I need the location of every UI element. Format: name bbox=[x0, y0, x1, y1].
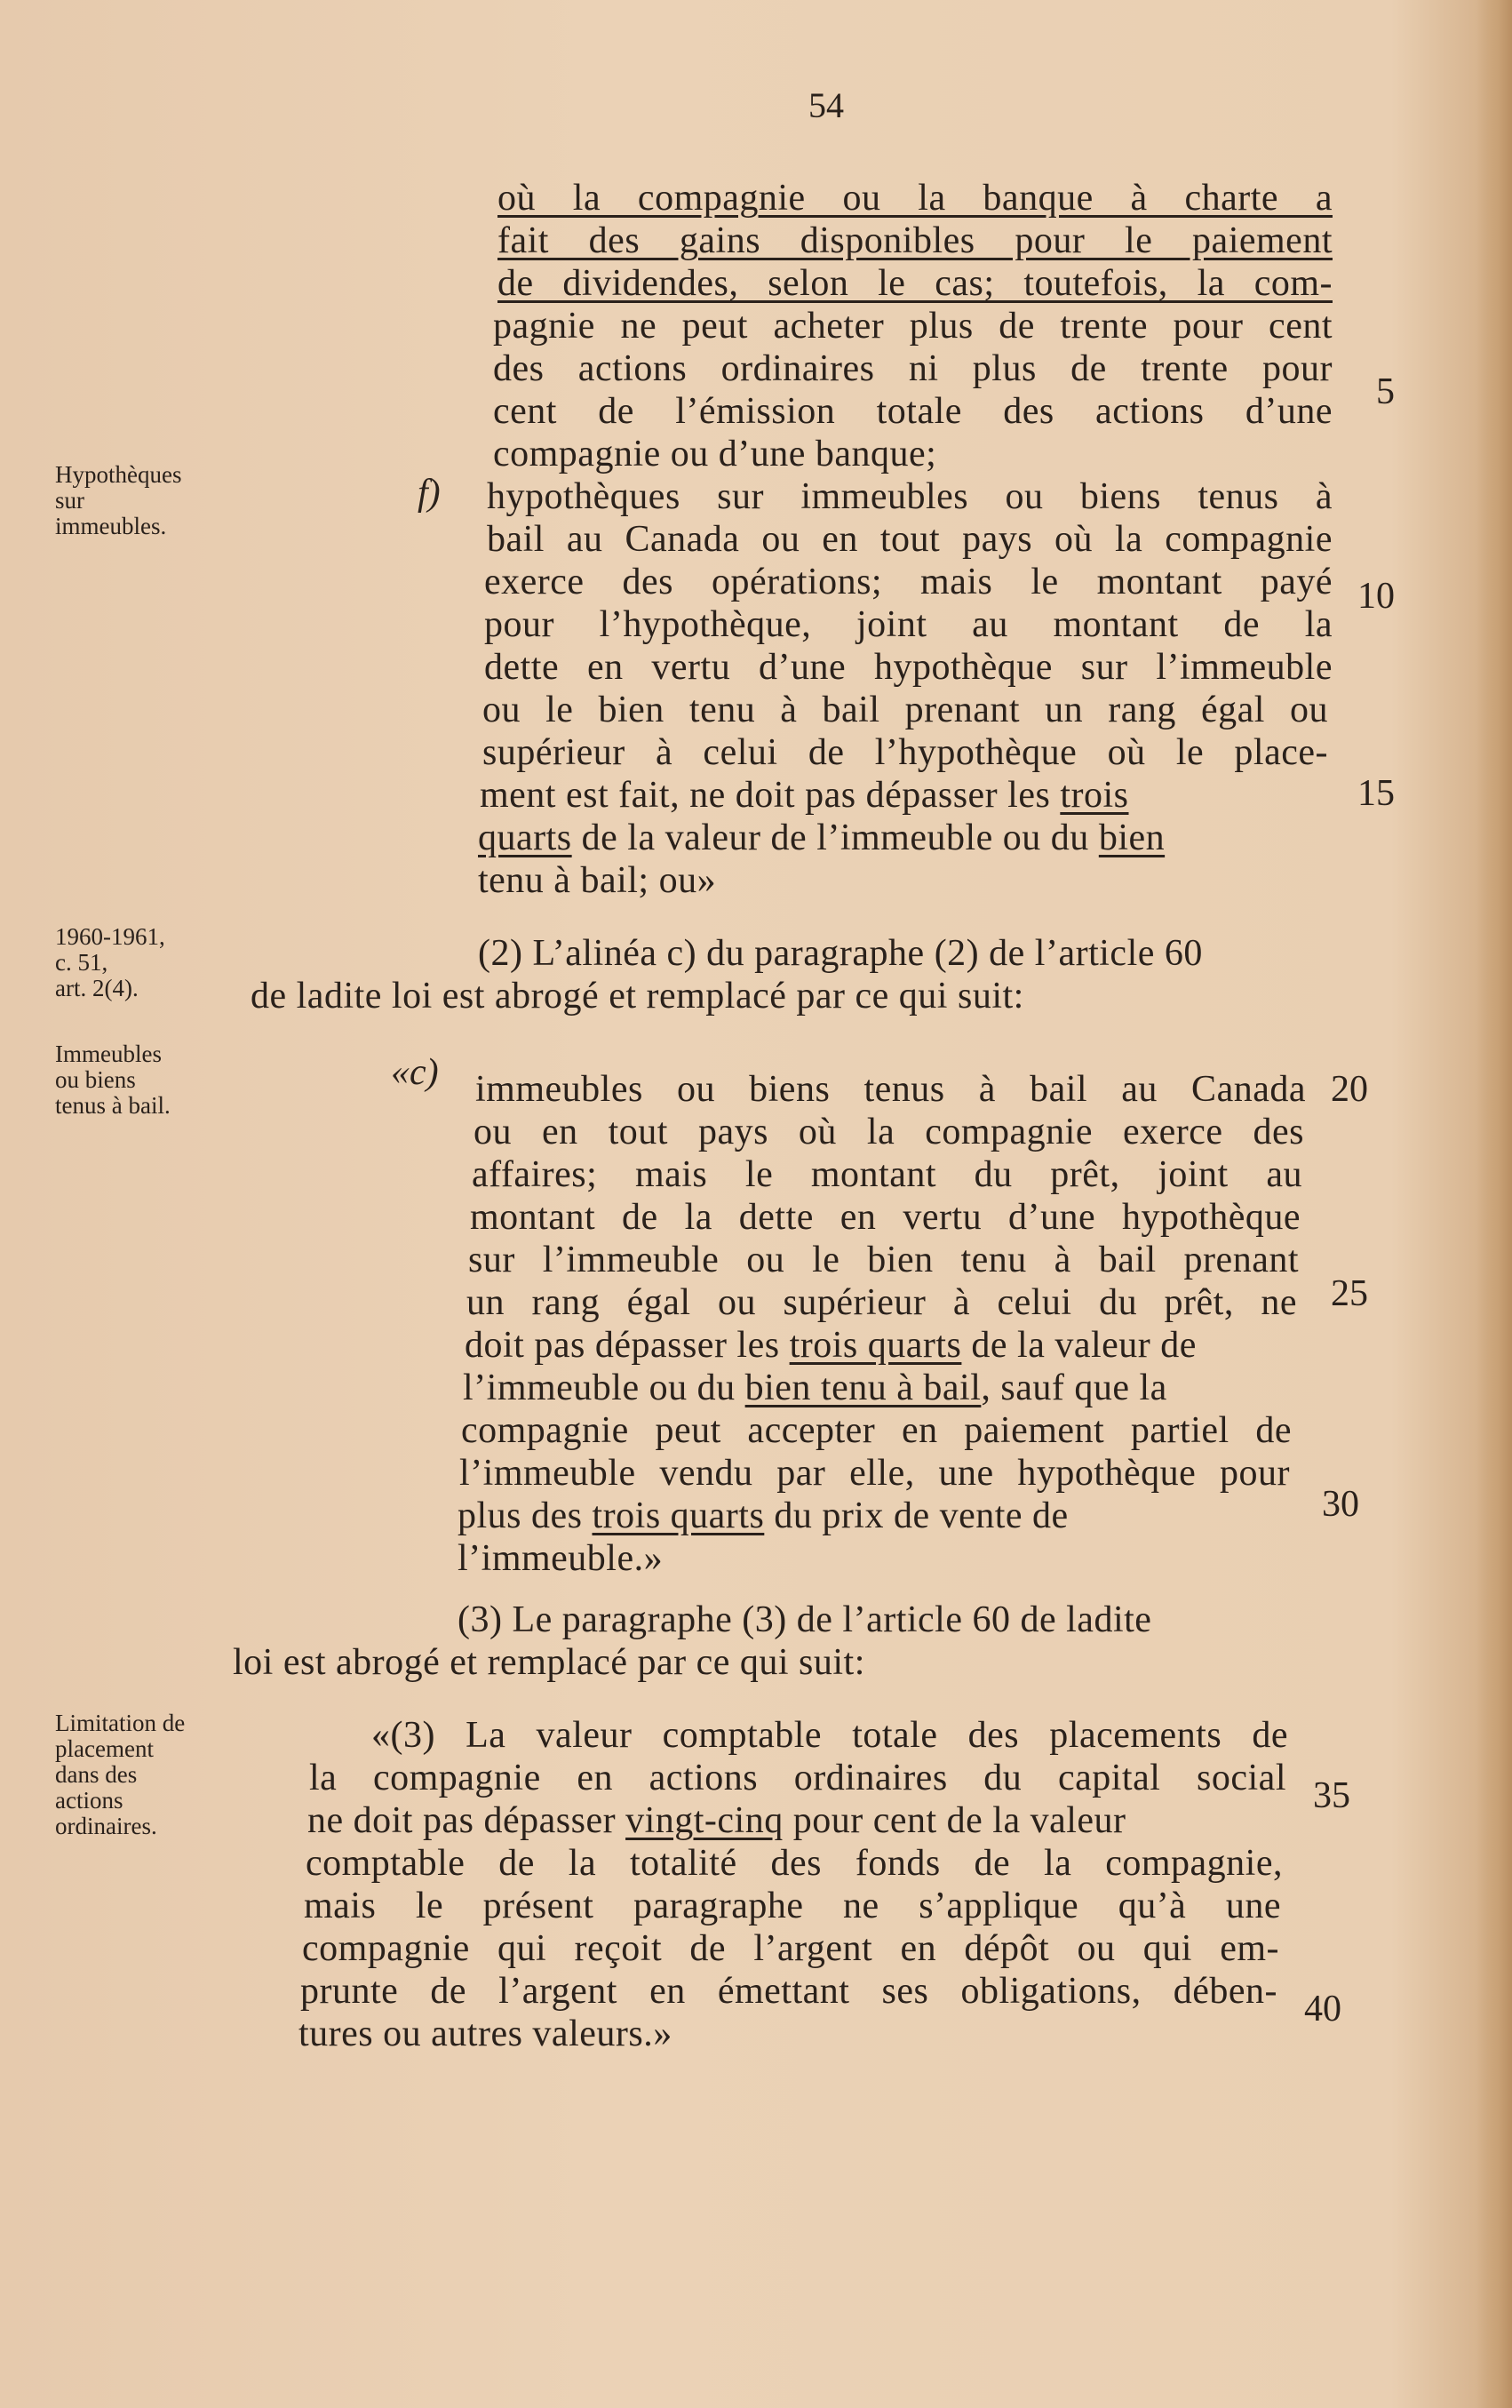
text-line: hypothèques sur immeubles ou biens tenus à bbox=[487, 476, 1333, 517]
underlined-term: bien bbox=[1098, 817, 1166, 858]
text-line: doit pas dépasser les trois quarts de la valeur de bbox=[465, 1325, 1197, 1366]
text-line: l’immeuble.» bbox=[458, 1538, 664, 1579]
text-line: la compagnie en actions ordinaires du capital social bbox=[309, 1758, 1286, 1798]
text-line: dette en vertu d’une hypothèque sur l’immeuble bbox=[484, 647, 1333, 688]
line-number: 10 bbox=[1357, 576, 1395, 617]
section-f-label: f) bbox=[418, 473, 441, 514]
text-line: de ladite loi est abrogé et remplacé par ce qui suit: bbox=[251, 976, 1024, 1017]
text-line: où la compagnie ou la banque à charte a bbox=[497, 178, 1333, 219]
text-line: quarts de la valeur de l’immeuble ou du bien bbox=[478, 817, 1166, 858]
underlined-term: vingt-cinq bbox=[625, 1800, 784, 1841]
text-line: affaires; mais le montant du prêt, joint au bbox=[472, 1154, 1302, 1195]
margin-note-limitation: Limitation de placement dans des actions ordinaires. bbox=[55, 1710, 186, 1839]
text-line: l’immeuble vendu par elle, une hypothèque pour bbox=[459, 1453, 1290, 1494]
text-line: sur l’immeuble ou le bien tenu à bail prenant bbox=[468, 1240, 1299, 1280]
line-number: 35 bbox=[1313, 1775, 1350, 1816]
text-line: compagnie peut accepter en paiement partiel de bbox=[461, 1410, 1292, 1451]
line-number: 15 bbox=[1357, 773, 1395, 814]
text-line: comptable de la totalité des fonds de la compagnie, bbox=[306, 1843, 1283, 1884]
text-line: (3) Le paragraphe (3) de l’article 60 de ladite bbox=[458, 1599, 1152, 1640]
text-line: prunte de l’argent en émettant ses obligations, dében- bbox=[300, 1971, 1277, 2012]
margin-note-hypotheques: Hypothèques sur immeubles. bbox=[55, 461, 182, 539]
line-number: 40 bbox=[1304, 1989, 1341, 2029]
page-edge-shadow bbox=[1476, 0, 1512, 2408]
text-line: tures ou autres valeurs.» bbox=[298, 2013, 672, 2054]
text-line: ment est fait, ne doit pas dépasser les trois bbox=[480, 775, 1129, 816]
text-line: (2) L’alinéa c) du paragraphe (2) de l’article 60 bbox=[478, 933, 1203, 974]
text-line: supérieur à celui de l’hypothèque où le place- bbox=[482, 732, 1328, 773]
underlined-term: trois bbox=[1060, 775, 1129, 816]
text-line: bail au Canada ou en tout pays où la compagnie bbox=[487, 519, 1333, 560]
underlined-term: trois quarts bbox=[789, 1325, 962, 1366]
line-number: 25 bbox=[1331, 1273, 1368, 1314]
text-line: plus des trois quarts du prix de vente de bbox=[458, 1495, 1069, 1536]
underlined-term: quarts bbox=[478, 817, 572, 858]
text-line: loi est abrogé et remplacé par ce qui suit: bbox=[233, 1642, 865, 1683]
text-line: cent de l’émission totale des actions d’une bbox=[493, 391, 1333, 432]
text-line: immeubles ou biens tenus à bail au Canada bbox=[475, 1069, 1306, 1110]
paragraph-2-c-label: «c) bbox=[391, 1052, 439, 1093]
text-line: compagnie qui reçoit de l’argent en dépôt ou qui em- bbox=[302, 1928, 1279, 1969]
line-number: 20 bbox=[1331, 1069, 1368, 1110]
text-line: ou le bien tenu à bail prenant un rang égal ou bbox=[482, 690, 1328, 730]
text-line: de dividendes, selon le cas; toutefois, la com- bbox=[497, 263, 1333, 304]
underlined-term: trois quarts bbox=[592, 1495, 765, 1536]
text-line: «(3) La valeur comptable totale des placements de bbox=[371, 1715, 1288, 1756]
text-line: pagnie ne peut acheter plus de trente pour cent bbox=[493, 306, 1333, 347]
line-number: 30 bbox=[1322, 1484, 1359, 1525]
text-line: exerce des opérations; mais le montant payé bbox=[484, 562, 1333, 602]
text-line: l’immeuble ou du bien tenu à bail, sauf que la bbox=[463, 1367, 1167, 1408]
text-line: ou en tout pays où la compagnie exerce des bbox=[473, 1112, 1304, 1152]
text-line: pour l’hypothèque, joint au montant de la bbox=[484, 604, 1333, 645]
text-line: mais le présent paragraphe ne s’applique qu’à une bbox=[304, 1886, 1281, 1926]
text-line: des actions ordinaires ni plus de trente pour bbox=[493, 348, 1333, 389]
text-line: tenu à bail; ou» bbox=[478, 860, 717, 901]
text-line: ne doit pas dépasser vingt-cinq pour cent de la valeur bbox=[307, 1800, 1126, 1841]
text-line: un rang égal ou supérieur à celui du prêt, ne bbox=[466, 1282, 1297, 1323]
text-line: montant de la dette en vertu d’une hypothèque bbox=[470, 1197, 1301, 1238]
underlined-term: bien tenu à bail bbox=[744, 1367, 982, 1408]
margin-note-citation: 1960-1961, c. 51, art. 2(4). bbox=[55, 923, 165, 1001]
line-number: 5 bbox=[1376, 371, 1395, 412]
page-number: 54 bbox=[808, 85, 844, 125]
margin-note-immeubles: Immeubles ou biens tenus à bail. bbox=[55, 1041, 171, 1119]
text-line: compagnie ou d’une banque; bbox=[493, 434, 937, 474]
text-line: fait des gains disponibles pour le paiement bbox=[497, 220, 1333, 261]
